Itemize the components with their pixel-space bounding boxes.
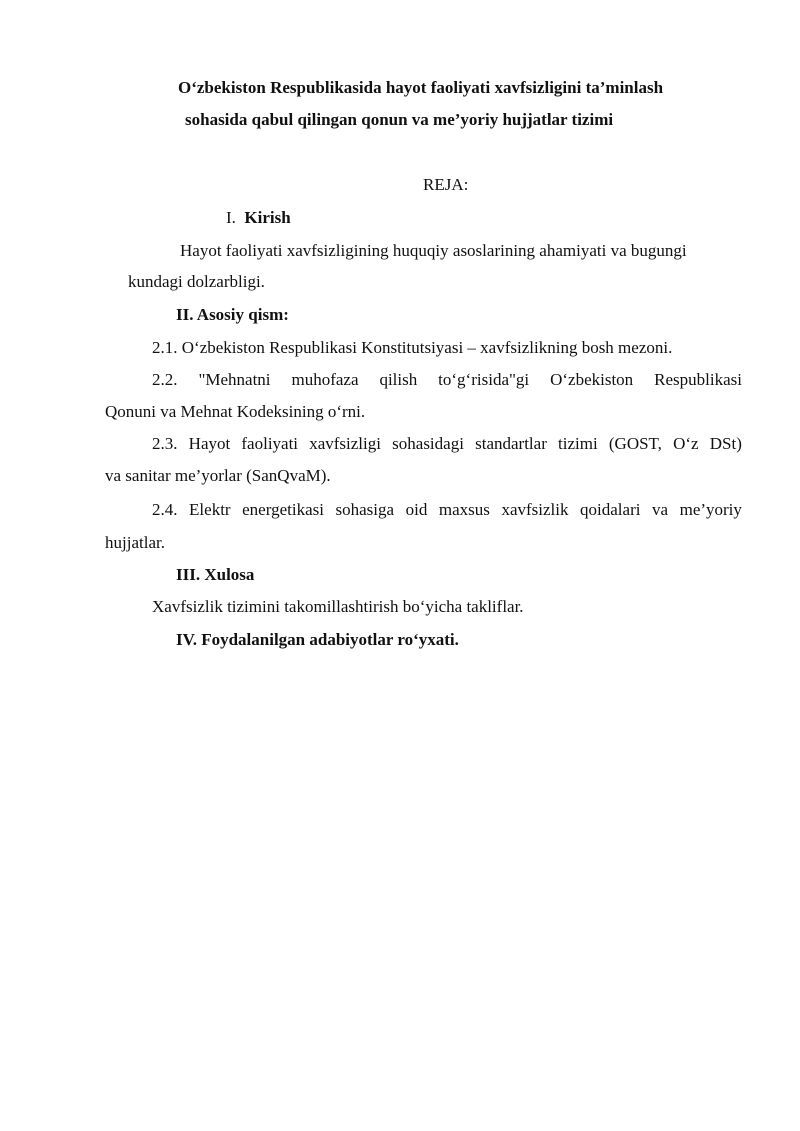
section-2-item-4-words	[152, 500, 742, 520]
justified-word: oid	[405, 500, 428, 519]
section-2-item-3-words	[152, 434, 742, 454]
justified-word: DSt)	[709, 434, 742, 453]
section-1-title: Kirish	[244, 208, 291, 227]
justified-word: qilish	[379, 370, 418, 389]
section-1-heading	[226, 208, 291, 228]
justified-word: va	[652, 500, 669, 519]
justified-word: Hayot	[188, 434, 231, 453]
justified-word: 2.4.	[152, 500, 178, 519]
justified-word: "Mehnatni	[198, 370, 271, 389]
justified-word: (GOST,	[608, 434, 662, 453]
justified-word: 2.3.	[152, 434, 178, 453]
section-1-text: Hayot faoliyati xavfsizligining huquqiy asoslarining ahamiyati va bugungi	[180, 241, 687, 260]
section-2-item-4-line-2: hujjatlar.	[105, 533, 165, 552]
section-1-text-line-1	[180, 241, 742, 261]
plan-heading: REJA:	[423, 175, 469, 194]
section-1-numeral: I.	[226, 208, 236, 227]
justified-word: energetikasi	[242, 500, 324, 519]
justified-word: maxsus	[438, 500, 490, 519]
section-4-heading: IV. Foydalanilgan adabiyotlar ro‘yxati.	[176, 630, 459, 649]
justified-word: Elektr	[189, 500, 231, 519]
justified-word: standartlar	[475, 434, 547, 453]
section-2-heading: II. Asosiy qism:	[176, 305, 289, 324]
justified-word: xavfsizlik	[501, 500, 569, 519]
document-title-line-1: O‘zbekiston Respublikasida hayot faoliyati xavfsizligini ta’minlash	[178, 78, 664, 97]
section-2-item-3-line-2: va sanitar me’yorlar (SanQvaM).	[105, 466, 331, 485]
justified-word: Respublikasi	[654, 370, 742, 389]
justified-word: sohasiga	[335, 500, 395, 519]
section-2-item-3-line-1	[152, 434, 742, 454]
justified-word: to‘g‘risida"gi	[438, 370, 530, 389]
section-2-item-2-line-2: Qonuni va Mehnat Kodeksining o‘rni.	[105, 402, 366, 421]
justified-word: muhofaza	[291, 370, 359, 389]
section-3-text: Xavfsizlik tizimini takomillashtirish bo‘yicha takliflar.	[152, 597, 524, 616]
justified-word: tizimi	[558, 434, 598, 453]
justified-word: O‘z	[673, 434, 699, 453]
section-2-item-2-line-1	[152, 370, 742, 390]
section-2-item-2-words	[152, 370, 742, 390]
justified-word: xavfsizligi	[309, 434, 381, 453]
section-2-item-1: 2.1. O‘zbekiston Respublikasi Konstitutsiyasi – xavfsizlikning bosh mezoni.	[152, 338, 673, 357]
justified-word: 2.2.	[152, 370, 178, 389]
justified-word: me’yoriy	[679, 500, 742, 519]
justified-word: faoliyati	[241, 434, 299, 453]
section-3-heading: III. Xulosa	[176, 565, 255, 584]
justified-word: qoidalari	[580, 500, 641, 519]
justified-word: O‘zbekiston	[550, 370, 634, 389]
section-1-text-line-2: kundagi dolzarbligi.	[128, 272, 265, 291]
section-2-item-4-line-1	[152, 500, 742, 520]
justified-word: sohasidagi	[392, 434, 464, 453]
document-title-line-2: sohasida qabul qilingan qonun va me’yoriy hujjatlar tizimi	[185, 110, 614, 129]
section-1-text-row	[180, 241, 742, 261]
